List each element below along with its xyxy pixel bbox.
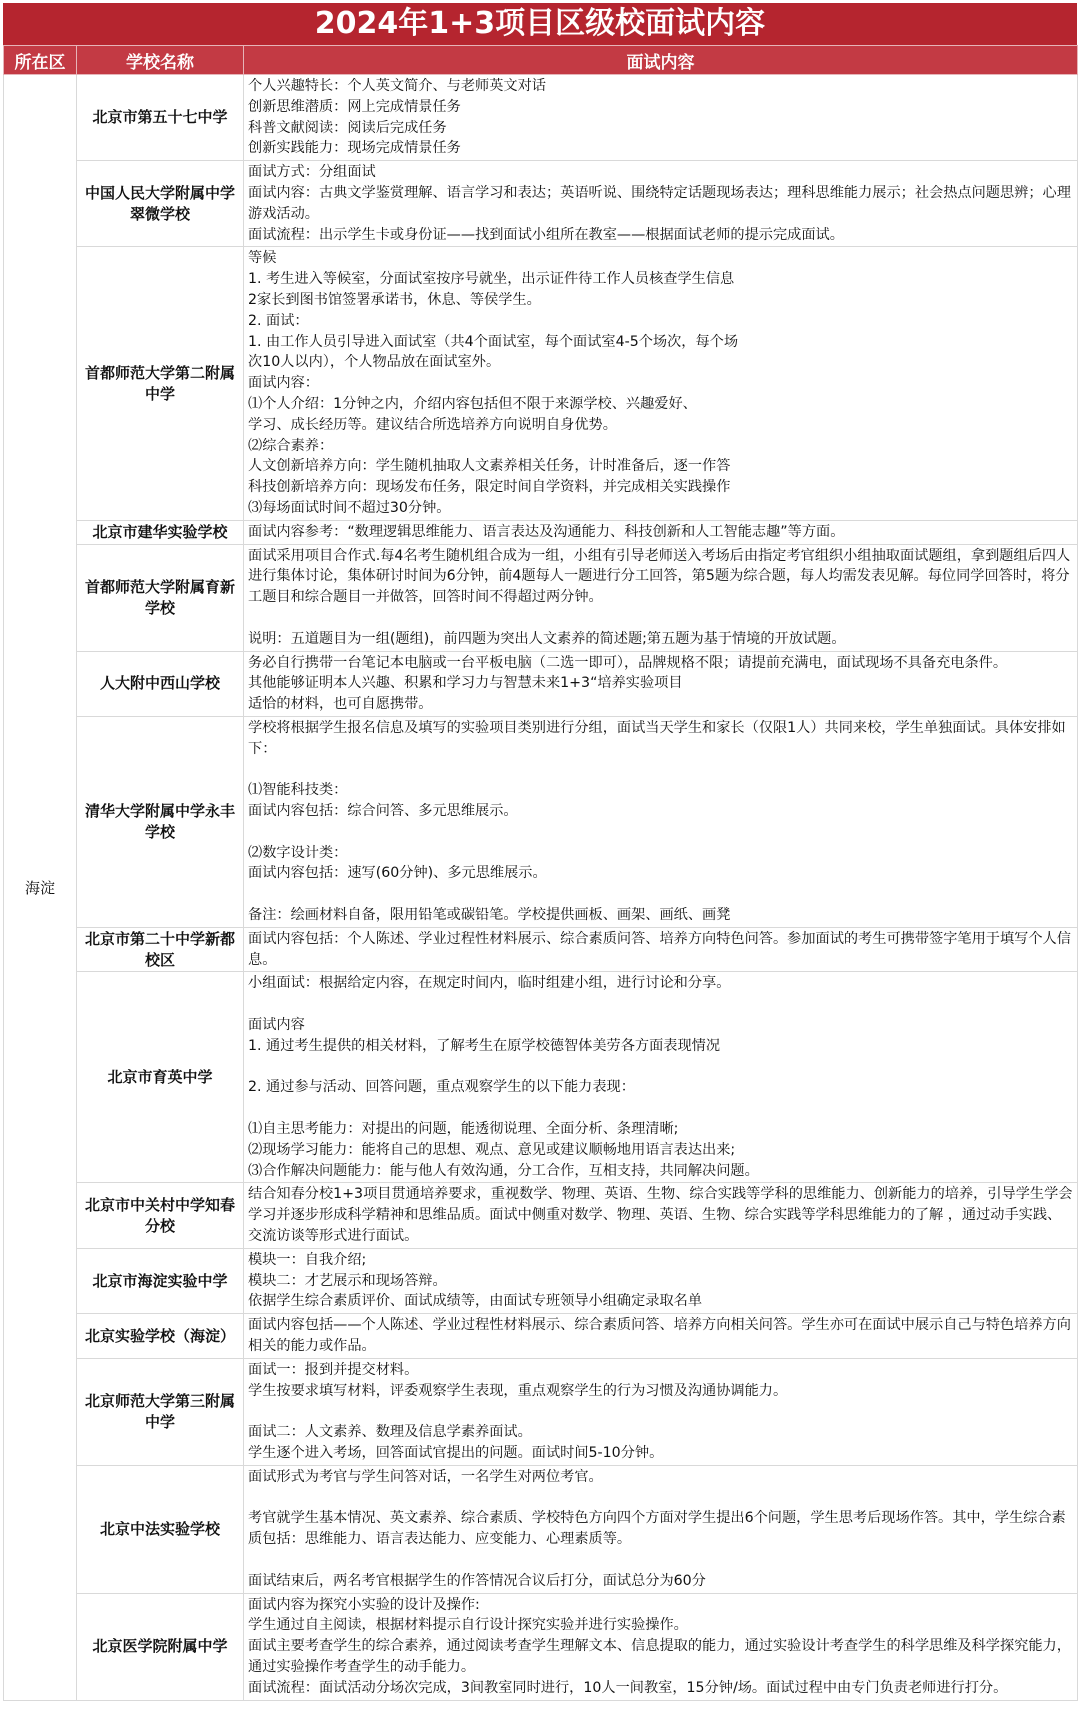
interview-content-cell xyxy=(244,972,1078,1183)
interview-content-cell xyxy=(244,1358,1078,1465)
content-line: 个人兴趣特长：个人英文简介、与老师英文对话 xyxy=(248,78,546,94)
page-title: 2024年1+3项目区级校面试内容 xyxy=(3,3,1077,45)
content-line: 创新思维潜质：网上完成情景任务 xyxy=(248,98,461,115)
interview-content-cell xyxy=(244,1465,1078,1593)
content-line xyxy=(248,1057,1074,1078)
content-line: ⑵综合素养： xyxy=(248,437,334,454)
content-line: 面试主要考查学生的综合素养，通过阅读考查学生理解文本、信息提取的能力，通过实验设计考查学生的科学思维及科学探究能力，通过实验操作考查学生的动手能力。 xyxy=(248,1638,1071,1675)
content-line: 面试流程：面试活动分场次完成，3间教室同时进行，10人一间教室，15分钟/场。面试过程中由专门负责老师进行打分。 xyxy=(248,1679,1008,1696)
content-line: 考官就学生基本情况、英文素养、综合素质、学校特色方向四个方面对学生提出6个问题，学生思考后现场作答。其中，学生综合素质包括：思维能力、语言表达能力、应变能力、心理素质等。 xyxy=(248,1510,1066,1548)
interview-content-cell xyxy=(244,716,1078,927)
school-name-cell: 北京市海淀实验中学 xyxy=(77,1248,244,1313)
table-row xyxy=(4,972,1078,1183)
school-name-cell: 北京医学院附属中学 xyxy=(77,1593,244,1700)
content-line xyxy=(248,822,1074,843)
interview-content-cell xyxy=(244,520,1078,544)
content-line: 面试内容包括：速写(60分钟)、多元思维展示。 xyxy=(248,865,547,882)
content-line: 面试流程：出示学生卡或身份证——找到面试小组所在教室——根据面试老师的提示完成面试。 xyxy=(248,226,844,243)
interview-content-cell xyxy=(244,927,1078,972)
interview-content-cell xyxy=(244,1183,1078,1248)
content-line: 1. 由工作人员引导进入面试室（共4个面试室，每个面试室4-5个场次，每个场 xyxy=(248,333,739,350)
content-line: 面试内容包括：个人陈述、学业过程性材料展示、综合素质问答、培养方向特色问答。参加面试的考生可携带签字笔用于填写个人信息。 xyxy=(248,930,1071,968)
interview-content-cell xyxy=(244,1248,1078,1313)
content-line xyxy=(248,608,1074,629)
content-line: 面试内容包括：综合问答、多元思维展示。 xyxy=(248,803,518,820)
interview-content-cell xyxy=(244,1593,1078,1700)
school-name-cell: 北京市第五十七中学 xyxy=(77,75,244,161)
table-row xyxy=(4,1593,1078,1700)
table-row xyxy=(4,544,1078,651)
content-line: 面试内容为探究小实验的设计及操作: xyxy=(248,1596,480,1613)
school-name-cell: 北京实验学校（海淀） xyxy=(77,1314,244,1359)
content-line: 学校将根据学生报名信息及填写的实验项目类别进行分组，面试当天学生和家长（仅限1人）共同来校，学生单独面试。具体安排如下： xyxy=(248,719,1066,757)
content-line xyxy=(248,1550,1074,1571)
content-line xyxy=(248,1401,1074,1422)
school-name-cell: 首都师范大学第二附属中学 xyxy=(77,247,244,520)
content-line: 小组面试：根据给定内容，在规定时间内，临时组建小组，进行讨论和分享。 xyxy=(248,975,731,992)
content-line: 学生通过自主阅读，根据材料提示自行设计探究实验并进行实验操作。 xyxy=(248,1617,688,1634)
interview-content-cell xyxy=(244,75,1078,161)
content-line: 等候 xyxy=(248,250,277,267)
table-row xyxy=(4,520,1078,544)
interview-content-cell xyxy=(244,544,1078,651)
table-row xyxy=(4,651,1078,716)
content-line: 备注：绘画材料自备，限用铅笔或碳铅笔。学校提供画板、画架、画纸、画凳 xyxy=(248,907,731,924)
content-line: ⑴自主思考能力：对提出的问题，能透彻说理、全面分析、条理清晰; xyxy=(248,1121,679,1138)
table-row xyxy=(4,1465,1078,1593)
content-line: 其他能够证明本人兴趣、积累和学习力与智慧未来1+3“培养实验项目 xyxy=(248,675,683,692)
content-line: ⑴个人介绍：1分钟之内，介绍内容包括但不限于来源学校、兴趣爱好、 xyxy=(248,395,697,412)
content-line: 创新实践能力：现场完成情景任务 xyxy=(248,140,461,157)
school-name-cell: 北京师范大学第三附属中学 xyxy=(77,1358,244,1465)
school-name-cell: 北京市中关村中学知春分校 xyxy=(77,1183,244,1248)
content-line: 2. 通过参与活动、回答问题，重点观察学生的以下能力表现： xyxy=(248,1079,635,1096)
content-line: 结合知春分校1+3项目贯通培养要求，重视数学、物理、英语、生物、综合实践等学科的思维能力、创新能力的培养，引导学生学会学习并逐步形成科学精神和思维品质。面试中侧重对数学、物理、英语、生物、综合实践等学科思维能力的了解 ，通过动手实践、交流访谈等形式进行面试。 xyxy=(248,1186,1073,1245)
content-line: 2. 面试： xyxy=(248,312,309,329)
table-row xyxy=(4,1314,1078,1359)
interview-content-cell xyxy=(244,651,1078,716)
content-line: 面试内容包括——个人陈述、学业过程性材料展示、综合素质问答、培养方向相关问答。学生亦可在面试中展示自己与特色培养方向相关的能力或作品。 xyxy=(248,1317,1071,1355)
table-row xyxy=(4,716,1078,927)
content-line: ⑶每场面试时间不超过30分钟。 xyxy=(248,499,451,516)
content-line: 依据学生综合素质评价、面试成绩等，由面试专班领导小组确定录取名单 xyxy=(248,1293,703,1310)
table-row xyxy=(4,1358,1078,1465)
content-line: 科技创新培养方向：现场发布任务，限定时间自学资料，并完成相关实践操作 xyxy=(248,479,731,496)
content-line: 面试一：报到并提交材料。 xyxy=(248,1361,419,1378)
content-line: 模块一：自我介绍; xyxy=(248,1251,367,1268)
content-line: ⑵数字设计类： xyxy=(248,844,348,861)
content-line: 模块二：才艺展示和现场答辩。 xyxy=(248,1272,447,1289)
content-line: 面试二：人文素养、数理及信息学素养面试。 xyxy=(248,1424,532,1441)
school-name-cell: 首都师范大学附属育新学校 xyxy=(77,544,244,651)
content-line xyxy=(248,1098,1074,1119)
school-name-cell: 人大附中西山学校 xyxy=(77,651,244,716)
content-line: 务必自行携带一台笔记本电脑或一台平板电脑（二选一即可），品牌规格不限；请提前充满电，面试现场不具备充电条件。 xyxy=(248,654,1008,671)
header-row xyxy=(4,46,1078,75)
content-line xyxy=(248,994,1074,1015)
school-name-cell: 中国人民大学附属中学翠微学校 xyxy=(77,161,244,247)
school-name-cell: 北京市育英中学 xyxy=(77,972,244,1183)
content-line: 次10人以内），个人物品放在面试室外。 xyxy=(248,354,501,371)
interview-table xyxy=(3,45,1078,1701)
interview-content-cell xyxy=(244,247,1078,520)
content-line: 科普文献阅读：阅读后完成任务 xyxy=(248,119,447,136)
table-row xyxy=(4,247,1078,520)
content-line xyxy=(248,760,1074,781)
table-row xyxy=(4,75,1078,161)
content-line: 面试内容：古典文学鉴赏理解、语言学习和表达；英语听说、围绕特定话题现场表达；理科思维能力展示；社会热点问题思辨；心理游戏活动。 xyxy=(248,184,1071,222)
page xyxy=(3,3,1077,1701)
content-line: 说明：五道题目为一组(题组)，前四题为突出人文素养的简述题;第五题为基于情境的开放试题。 xyxy=(248,630,846,647)
school-name-cell: 北京市第二十中学新都校区 xyxy=(77,927,244,972)
header-content: 面试内容 xyxy=(244,46,1078,75)
school-name-cell: 清华大学附属中学永丰学校 xyxy=(77,716,244,927)
content-line: ⑵现场学习能力：能将自己的思想、观点、意见或建议顺畅地用语言表达出来; xyxy=(248,1141,736,1158)
content-line: 1. 考生进入等候室，分面试室按序号就坐，出示证件待工作人员核查学生信息 xyxy=(248,271,735,288)
content-line: 适恰的材料，也可自愿携带。 xyxy=(248,696,433,713)
content-line: 面试方式：分组面试 xyxy=(248,164,376,181)
header-district: 所在区 xyxy=(4,46,77,75)
content-line xyxy=(248,1488,1074,1509)
content-line: 1. 通过考生提供的相关材料，了解考生在原学校德智体美劳各方面表现情况 xyxy=(248,1037,721,1054)
content-line: ⑴智能科技类： xyxy=(248,782,348,799)
table-row xyxy=(4,161,1078,247)
content-line: 人文创新培养方向：学生随机抽取人文素养相关任务，计时准备后，逐一作答 xyxy=(248,458,731,475)
interview-content-cell xyxy=(244,161,1078,247)
interview-content-cell xyxy=(244,1314,1078,1359)
table-row xyxy=(4,1183,1078,1248)
content-line: 面试内容： xyxy=(248,375,319,392)
content-line: 学生按要求填写材料，评委观察学生表现，重点观察学生的行为习惯及沟通协调能力。 xyxy=(248,1382,788,1399)
content-line: 面试形式为考官与学生问答对话，一名学生对两位考官。 xyxy=(248,1468,603,1485)
content-line: 面试内容 xyxy=(248,1017,305,1034)
content-line: ⑶合作解决问题能力：能与他人有效沟通，分工合作，互相支持，共同解决问题。 xyxy=(248,1162,759,1179)
content-line: 2家长到图书馆签署承诺书，休息、等侯学生。 xyxy=(248,291,541,308)
content-line: 学习、成长经历等。建议结合所选培养方向说明自身优势。 xyxy=(248,416,617,433)
content-line: 面试结束后，两名考官根据学生的作答情况合议后打分，面试总分为60分 xyxy=(248,1572,706,1589)
district-cell: 海淀 xyxy=(4,75,77,1701)
content-line: 面试采用项目合作式.每4名考生随机组合成为一组，小组有引导老师送入考场后由指定考官组织小组抽取面试题组，拿到题组后四人进行集体讨论，集体研讨时间为6分钟，前4题每人一题进行分工回答，第5题为综合题，每人均需发表见解。每位同学回答时，将分工题目和综合题目一并做答，回答时间不得超过两分钟。 xyxy=(248,547,1071,606)
content-line: 学生逐个进入考场，回答面试官提出的问题。面试时间5-10分钟。 xyxy=(248,1445,664,1461)
content-line xyxy=(248,884,1074,905)
table-row xyxy=(4,1248,1078,1313)
header-school: 学校名称 xyxy=(77,46,244,75)
school-name-cell: 北京市建华实验学校 xyxy=(77,520,244,544)
school-name-cell: 北京中法实验学校 xyxy=(77,1465,244,1593)
table-row xyxy=(4,927,1078,972)
content-line: 面试内容参考：“数理逻辑思维能力、语言表达及沟通能力、科技创新和人工智能志趣”等方面。 xyxy=(248,523,845,540)
